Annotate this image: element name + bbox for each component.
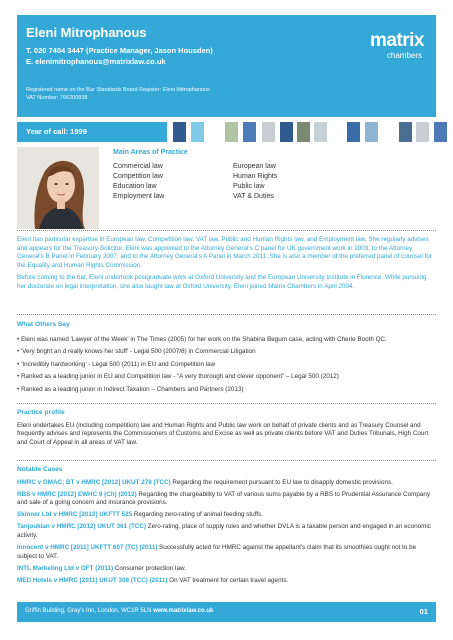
practice-profile-text: Eleni undertakes EU (including competition) law and Human Rights and Public law work on behalf of private clients and as Treasury Counsel and frequently advises and represents the Commissioners of Customs and Excise as well as private clients before VAT and Duties Tribunals, High Court and Court of Appeal in all areas of VAT law. [17,421,429,446]
case-item [17,565,436,574]
intro-paragraph: Eleni has particular expertise in European law, Competition law, VAT law, Public and Human Rights law, and Employment law. She regularly advises and appears for the Treasury-Solicitor. Eleni was appointed to the Attorney General's C panel for UK government work in 2003; to the Attorney General's B Panel in February 2007; and to the Attorney General's A Panel in March 2011. She is also a member of the preferred panel of counsel for the Equality and Human Rights Commission. [17,236,432,269]
decorative-square [191,122,204,142]
practice-areas-title: Main Areas of Practice [113,149,188,156]
decorative-square [314,122,327,142]
others-say-title: What Others Say [17,321,70,328]
divider [17,230,436,231]
header-banner [17,15,436,117]
divider [17,460,436,461]
case-name: HMRC v GMAC; BT v HMRC [2012] UKUT 278 (TCC) [17,478,171,486]
portrait-image [17,147,99,229]
decorative-square [243,122,256,142]
case-description: Regarding the requirement pursuant to EU law to disapply domestic provisions. [170,478,393,486]
decorative-square [434,122,447,142]
practice-area: Commercial law [113,163,163,170]
case-name: MED Hotels v HMRC [2011] UKUT 308 (TCC) (2011) [17,576,168,584]
footer-address: Griffin Building, Gray's Inn, London, WC1R 5LN [25,608,154,614]
testimonial-item: • Eleni was named 'Lawyer of the Week' in The Times (2005) for her work on the Shabina Begum case, acting with Cherie Booth QC. [17,335,387,343]
practice-area: Human Rights [233,173,278,180]
decorative-square [416,122,429,142]
divider [17,314,436,315]
notable-cases-section [17,466,436,589]
contact-block [26,45,213,67]
matrix-logo [370,31,424,60]
divider [17,403,436,404]
footer-bar [17,602,436,622]
practice-areas-grid [113,162,413,202]
barrister-name: Eleni Mitrophanous [26,25,147,40]
page-number: 01 [419,607,428,616]
vat-line: VAT Number: 766200838 [26,95,88,101]
practice-area: Public law [233,183,265,190]
testimonial-list [17,336,436,395]
case-description: Zero-rating, place of supply rules and whether DVLA is a taxable person and engaged in an economic activity. [17,523,431,540]
footer-website-link[interactable]: www.matrixlaw.co.uk [153,608,214,614]
practice-area: VAT & Duties [233,193,274,200]
decorative-square [173,122,186,142]
practice-area: Competition law [113,173,163,180]
case-description: On VAT treatment for certain travel agents. [167,576,289,584]
case-name: Tanjoukian v HMRC [2012] UKUT 361 (TCC) [17,523,146,531]
case-item [17,491,436,508]
case-name: RBS v HMRC [2012] EWHC 9 (Ch) (2012) [17,490,137,498]
practice-profile-section [17,409,436,447]
intro-paragraph: Before coming to the bar, Eleni undertook postgraduate work at Oxford University and the European University Institute in Florence. While pursuing her doctorate on legal interpretation, she also taught law at Oxford University. Eleni joined Matrix Chambers in April 2004. [17,274,427,290]
testimonial-item: • Ranked as a leading junior in EU and Competition law - “A very thorough and clever opponent” – Legal 500 (2012) [17,373,339,381]
practice-area: European law [233,163,276,170]
decorative-square [280,122,293,142]
case-name: Skinner Ltd v HMRC [2012] UKFTT 525 [17,511,133,519]
decorative-square [365,122,378,142]
year-of-call: Year of call: 1999 [17,122,167,142]
case-description: Regarding zero-rating of animal feeding stuffs. [132,511,263,519]
testimonial-item: • Ranked as a leading junior in Indirect Taxation – Chambers and Partners (2013) [17,385,244,393]
case-name: Innocent v HMRC [2011] UKFTT 607 (TC) (2011) [17,544,158,552]
case-item [17,511,436,520]
logo-sub-text: chambers [386,51,422,60]
practice-area: Education law [113,183,157,190]
case-item [17,544,436,561]
registration-line: Registered name on the Bar Standards Board Register: Eleni Mitrophanous [26,87,210,93]
case-item [17,523,436,540]
decorative-square [262,122,275,142]
decorative-square [347,122,360,142]
others-say-section [17,321,436,399]
case-name: INTL Marketing Ltd v OFT (2011) [17,564,114,572]
registration-block [26,86,210,102]
portrait-photo [17,147,99,229]
intro-section [17,236,436,292]
logo-main-text: matrix [369,30,424,51]
practice-profile-title: Practice profile [17,409,65,416]
decorative-square [399,122,412,142]
decorative-square [297,122,310,142]
practice-area: Employment law [113,193,165,200]
practice-areas [113,149,413,202]
decorative-square [225,122,238,142]
case-description: Successfully acted for HMRC against the appellant's claim that its smoothies ought not to be subject to VAT. [17,544,417,560]
testimonial-item: • ‘Incredibly hardworking’ - Legal 500 (2011) in EU and Competition law [17,360,216,368]
email-link[interactable]: E. elenimitrophanous@matrixlaw.co.uk [26,57,166,66]
case-description: Consumer protection law. [113,564,186,572]
case-item [17,479,436,488]
case-item [17,577,436,586]
case-description: Regarding the chargeability to VAT of various sums payable by a RBS to Prudential Assurance Company and sale of a going concern and insurance provisions. [17,490,430,507]
testimonial-item: • 'Very bright an d really knows her stuff' - Legal 500 (2007/8) in Commercial Litigation [17,348,256,356]
phone-line: T. 020 7404 3447 (Practice Manager, Jason Housden) [26,46,213,55]
notable-cases-title: Notable Cases [17,466,63,473]
